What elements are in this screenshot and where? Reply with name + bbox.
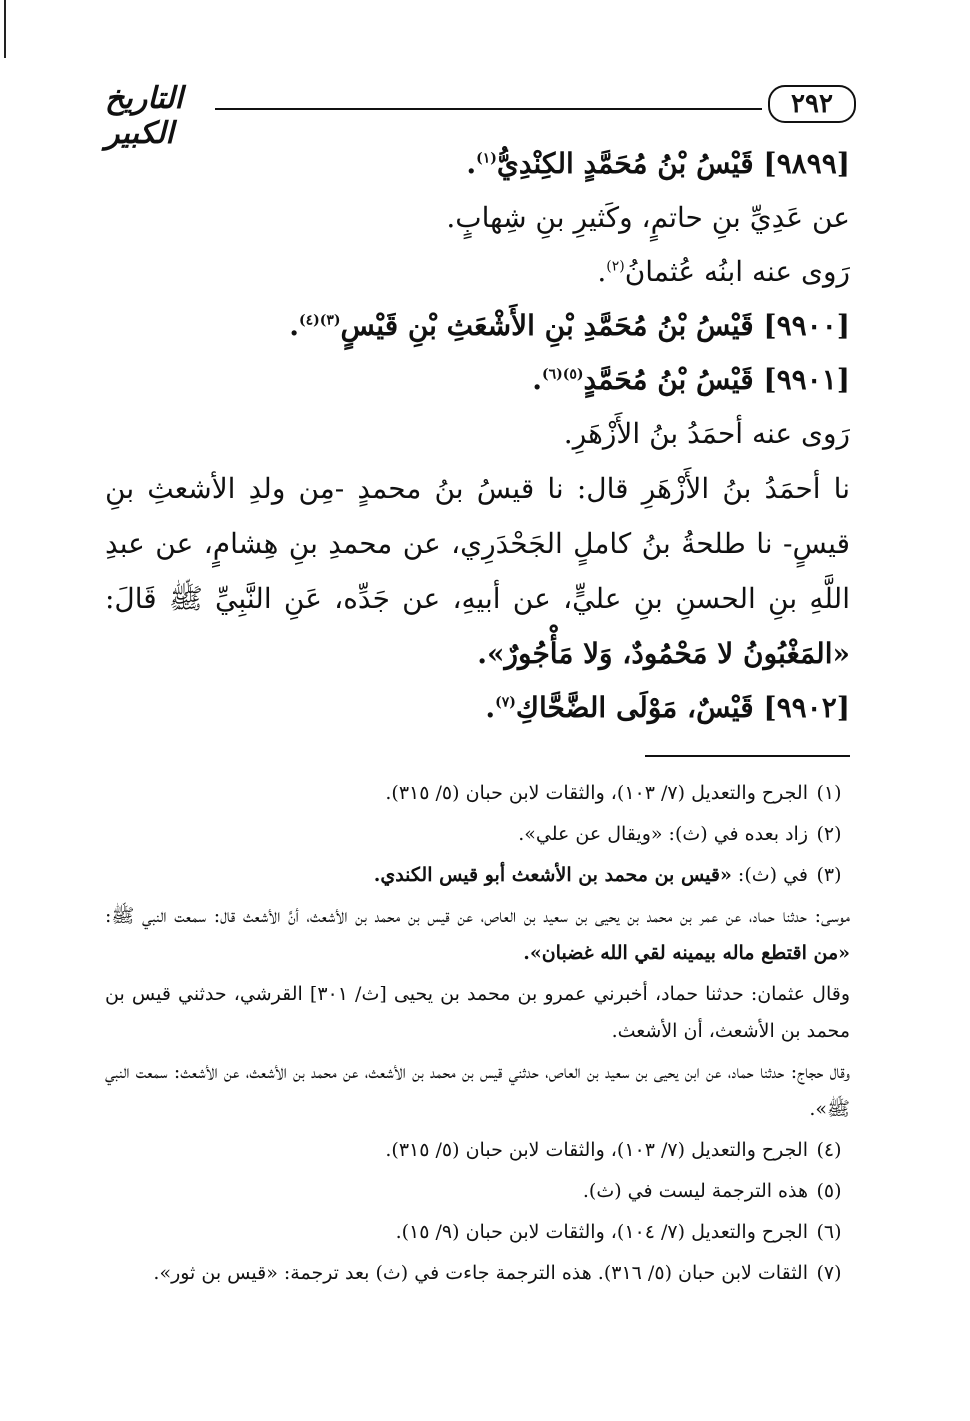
footnote-ref[interactable]: (١): [476, 150, 497, 167]
footnote-ref[interactable]: (٣)(٤): [298, 312, 341, 329]
entry-title-text: [٩٩٠١] قَيْسُ بْنُ مُحَمَّدٍ: [583, 363, 850, 396]
entry-title-text: [٩٩٠٠] قَيْسُ بْنُ مُحَمَّدِ بْنِ الأَشْعَثِ بْنِ قَيْسٍ: [340, 309, 850, 342]
footnote-text: الجرح والتعديل (٧/ ١٠٣)، والثقات لابن حبان (٥/ ٣١٥).: [385, 782, 808, 804]
footnote-number: (٥): [816, 1180, 842, 1202]
footnote-5: [105, 1173, 850, 1210]
footnote-ref[interactable]: (٢): [606, 258, 625, 275]
main-text: [105, 137, 850, 735]
footnote-text: الجرح والتعديل (٧/ ١٠٤)، والثقات لابن حبان (٩/ ١٥).: [395, 1221, 808, 1243]
footnote-3-para-3: وقال حجاج: حدثنا حماد، عن ابن يحيى بن سعيد بن العاص، حدثني قيس بن محمد بن الأشعث، عن محمد بن الأشعث، عن الأشعث: سمعت النبي ﷺ».: [105, 1061, 850, 1120]
entry-9900-title: [٩٩٠٠] قَيْسُ بْنُ مُحَمَّدِ بْنِ الأَشْعَثِ بْنِ قَيْسٍ$^{(٣)(٤)}$.: [289, 309, 850, 342]
entry-title-text: [٩٨٩٩] قَيْسُ بْنُ مُحَمَّدٍ الكِنْدِيُّ: [496, 147, 850, 180]
footnote-number: (٤): [816, 1139, 842, 1161]
entry-9901-narrator: رَوى عنه أحمَدُ بنُ الأَزْهَرِ.: [563, 417, 850, 450]
book-page: [105, 75, 850, 1296]
footnote-number: (٧): [816, 1262, 842, 1284]
footnote-text: موسى: حدثنا حماد، عن عمر بن محمد بن يحيى بن سعيد بن العاص، عن قيس بن محمد بن الأشعث، أنَّ الأشعث قال: سمعت النبي ﷺ:: [105, 905, 850, 927]
entry-9899-title: [٩٨٩٩] قَيْسُ بْنُ مُحَمَّدٍ الكِنْدِيُّ$^{(١)}$.: [466, 147, 850, 180]
page-number: ٢٩٢: [768, 85, 856, 123]
footnote-4: [105, 1132, 850, 1169]
footnote-ref[interactable]: (٧): [495, 694, 516, 711]
footnote-text: في (ث):: [731, 864, 808, 886]
footnote-3-para-1: [105, 898, 850, 972]
footnote-number: (١): [816, 782, 842, 804]
footnote-3: [105, 857, 850, 894]
footnote-bold: «قيس بن محمد بن الأشعث أبو قيس الكندي.: [373, 864, 732, 886]
footnote-7: [105, 1255, 850, 1292]
header-rule: [215, 108, 762, 110]
footnote-text: الثقات لابن حبان (٥/ ٣١٦). هذه الترجمة جاءت في (ث) بعد ترجمة: «قيس بن ثور».: [153, 1262, 808, 1284]
entry-9899-narrator: رَوى عنه ابنُه عُثمانُ$^{(٢)}$.: [597, 255, 850, 288]
footnote-separator: [645, 755, 850, 757]
footnote-number: (٢): [816, 823, 842, 845]
footnote-text: الجرح والتعديل (٧/ ١٠٣)، والثقات لابن حبان (٥/ ٣١٥).: [385, 1139, 808, 1161]
footnote-3-para-2: وقال عثمان: حدثنا حماد، أخبرني عمرو بن محمد بن يحيى [ث/ ٣٠١] القرشي، حدثني قيس بن محمد بن الأشعث، أن الأشعث.: [105, 983, 850, 1042]
narrator-text: رَوى عنه ابنُه عُثمانُ: [624, 255, 850, 288]
entry-9902-title: [٩٩٠٢] قَيْسٌ، مَوْلَى الضَّحَّاكِ$^{(٧)}$.: [485, 691, 850, 724]
footnote-bold: «من اقتطع ماله بيمينه لقي الله غضبان».: [523, 942, 850, 964]
footnote-1: [105, 775, 850, 812]
entry-title-text: [٩٩٠٢] قَيْسٌ، مَوْلَى الضَّحَّاكِ: [515, 691, 850, 724]
footnote-ref[interactable]: (٥)(٦): [541, 366, 584, 383]
footnote-text: هذه الترجمة ليست في (ث).: [582, 1180, 808, 1202]
footnote-6: [105, 1214, 850, 1251]
footnote-text: زاد بعده في (ث): «ويقال عن علي».: [518, 823, 808, 845]
footnote-2: [105, 816, 850, 853]
footnotes: [105, 775, 850, 1292]
footnote-number: (٣): [816, 864, 842, 886]
book-title: التاريخ الكبير: [105, 81, 183, 151]
footnote-number: (٦): [816, 1221, 842, 1243]
page-edge-rule: [4, 0, 6, 58]
entry-9901-title: [٩٩٠١] قَيْسُ بْنُ مُحَمَّدٍ$^{(٥)(٦)}$.: [532, 363, 850, 396]
page-header: [105, 75, 850, 151]
hadith-quote: «المَغْبُونُ لا مَحْمُودٌ، وَلا مَأْجُورٌ».: [477, 637, 850, 670]
hadith-chain: نا أحمَدُ بنُ الأَزْهَرِ قال: نا قيسُ بنُ محمدٍ -مِن ولدِ الأشعثِ بنِ قيسٍ- نا طلحةُ بنُ كاملٍ الجَحْدَرِي، عن محمدِ بنِ هِشامٍ، عن عبدِ اللَّهِ بنِ الحسنِ بنِ عليٍّ، عن أبيهِ، عن جَدِّه، عَنِ النَّبِيِّ ﷺ قَالَ:: [105, 472, 850, 615]
entry-9899-line: عن عَدِيِّ بنِ حاتمٍ، وكَثيرِ بنِ شِهابٍ.: [446, 201, 850, 234]
entry-9901-hadith: [105, 461, 850, 681]
